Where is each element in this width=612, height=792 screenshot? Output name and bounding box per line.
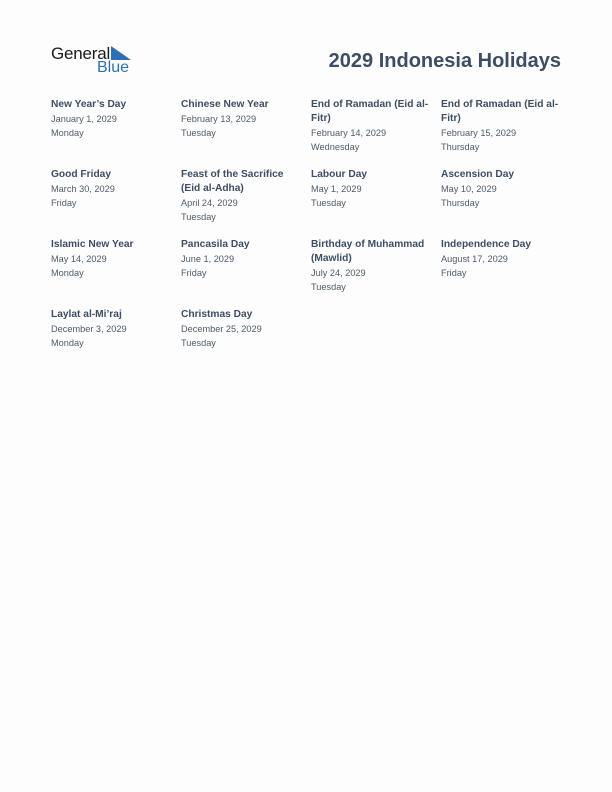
- holiday-item: [311, 168, 441, 238]
- holiday-name: Chinese New Year: [181, 99, 269, 110]
- holiday-item: [181, 238, 311, 308]
- holiday-name: Independence Day: [441, 239, 532, 250]
- holiday-weekday: Monday: [51, 268, 84, 278]
- logo-text-blue: Blue: [97, 59, 130, 76]
- holiday-item: [441, 238, 571, 308]
- holiday-date: May 10, 2029: [441, 184, 497, 194]
- holiday-date: December 25, 2029: [181, 324, 262, 334]
- holiday-name: Good Friday: [51, 169, 111, 180]
- holiday-date: February 13, 2029: [181, 114, 257, 124]
- holiday-date: June 1, 2029: [181, 254, 235, 264]
- holiday-weekday: Tuesday: [181, 338, 216, 348]
- holiday-date: August 17, 2029: [441, 254, 508, 264]
- holiday-item: [311, 238, 441, 308]
- holiday-weekday: Tuesday: [311, 198, 346, 208]
- holiday-date: February 14, 2029: [311, 128, 387, 138]
- holiday-date: May 14, 2029: [51, 254, 107, 264]
- holiday-item: [51, 98, 181, 168]
- holiday-item: [181, 308, 311, 378]
- holiday-item: [441, 168, 571, 238]
- holiday-item: [51, 308, 181, 378]
- brand-logo: [51, 44, 141, 78]
- holiday-name: Labour Day: [311, 169, 368, 180]
- holiday-weekday: Tuesday: [181, 212, 216, 222]
- holiday-name: Islamic New Year: [51, 239, 134, 250]
- holiday-name: Feast of the Sacrifice (Eid al-Adha): [181, 169, 284, 194]
- holiday-weekday: Tuesday: [311, 282, 346, 292]
- holiday-weekday: Wednesday: [311, 142, 360, 152]
- holiday-name: Birthday of Muhammad (Mawlid): [311, 239, 425, 264]
- holiday-date: May 1, 2029: [311, 184, 362, 194]
- holiday-name: End of Ramadan (Eid al-Fitr): [441, 99, 559, 124]
- holiday-name: Ascension Day: [441, 169, 515, 180]
- holiday-date: April 24, 2029: [181, 198, 238, 208]
- holiday-item: [51, 238, 181, 308]
- page-title: 2029 Indonesia Holidays: [328, 50, 561, 72]
- holiday-weekday: Friday: [181, 268, 207, 278]
- logo-triangle-icon: [111, 46, 131, 60]
- holiday-item: [181, 168, 311, 238]
- holiday-name: Laylat al-Mi’raj: [51, 309, 122, 320]
- holiday-date: March 30, 2029: [51, 184, 115, 194]
- holiday-weekday: Monday: [51, 128, 84, 138]
- holiday-item: [441, 98, 571, 168]
- holiday-item: [51, 168, 181, 238]
- holiday-name: Pancasila Day: [181, 239, 250, 250]
- holiday-item: [181, 98, 311, 168]
- holiday-weekday: Thursday: [441, 198, 480, 208]
- holiday-name: Christmas Day: [181, 309, 253, 320]
- holiday-date: December 3, 2029: [51, 324, 127, 334]
- holiday-item: [311, 98, 441, 168]
- holiday-grid: [51, 98, 571, 378]
- holiday-date: January 1, 2029: [51, 114, 117, 124]
- holiday-name: End of Ramadan (Eid al-Fitr): [311, 99, 429, 124]
- holiday-weekday: Tuesday: [181, 128, 216, 138]
- holiday-date: February 15, 2029: [441, 128, 517, 138]
- holiday-name: New Year’s Day: [51, 99, 127, 110]
- logo-text-general: General: [51, 44, 111, 63]
- holiday-date: July 24, 2029: [311, 268, 366, 278]
- holiday-weekday: Friday: [441, 268, 467, 278]
- holiday-weekday: Monday: [51, 338, 84, 348]
- holiday-weekday: Thursday: [441, 142, 480, 152]
- holiday-weekday: Friday: [51, 198, 77, 208]
